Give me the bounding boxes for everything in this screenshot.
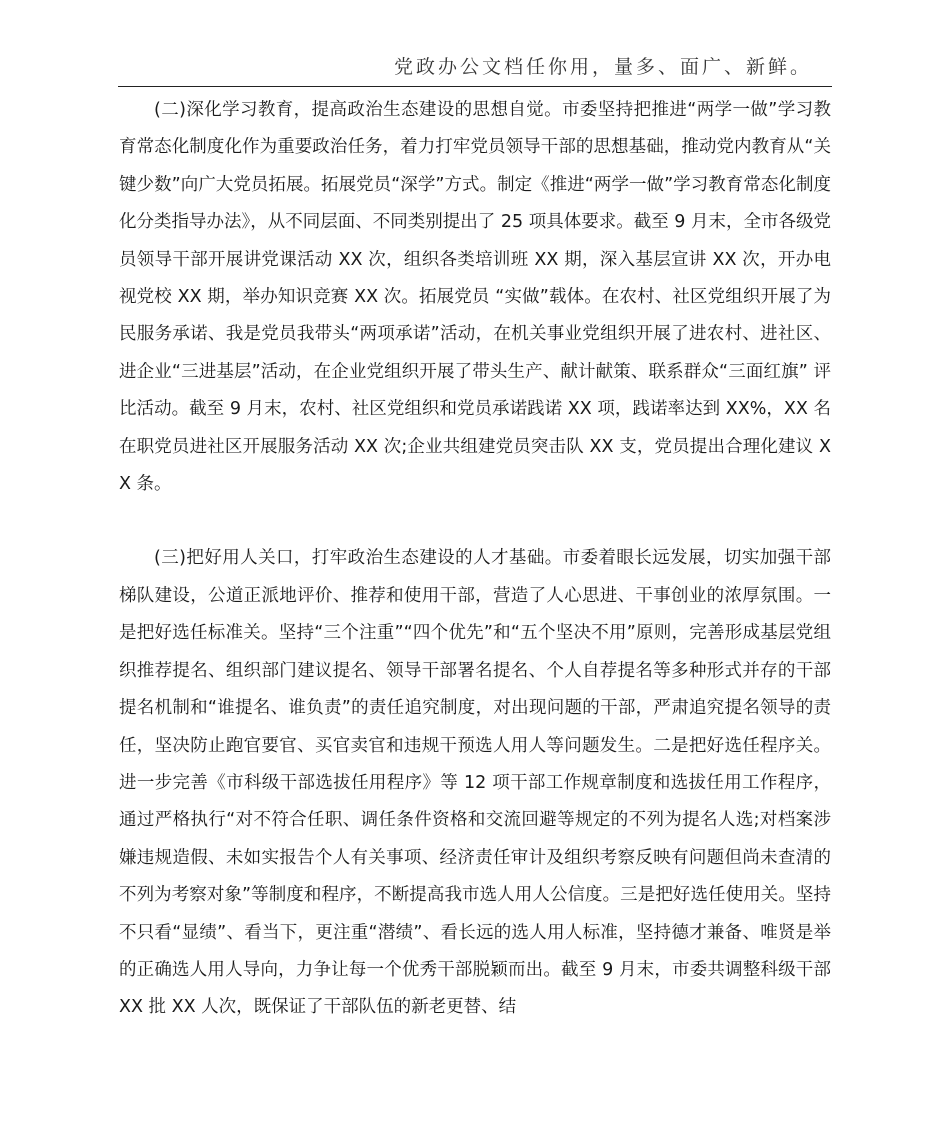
body-text xyxy=(119,92,831,1027)
paragraph-spacer xyxy=(119,503,831,540)
paragraph-deepen-study-education: (二)深化学习教育，提高政治生态建设的思想自觉。市委坚持把推进“两学一做”学习教育常态化制度化作为重要政治任务，着力打牢党员领导干部的思想基础，推动党内教育从“关键少数”向广大党员拓展。拓展党员“深学”方式。制定《推进“两学一做”学习教育常态化制度化分类指导办法》，从不同层面、不同类别提出了 25 项具体要求。截至 9 月末，全市各级党员领导干部开展讲党课活动 XX 次，组织各类培训班 XX 期，深入基层宣讲 XX 次，开办电视党校 XX 期，举办知识竞赛 XX 次。拓展党员 “实做”载体。在农村、社区党组织开展了为民服务承诺、我是党员我带头“两项承诺”活动，在机关事业党组织开展了进农村、进社区、进企业“三进基层”活动，在企业党组织开展了带头生产、献计献策、联系群众“三面红旗” 评比活动。截至 9 月末，农村、社区党组织和党员承诺践诺 XX 项，践诺率达到 XX%，XX 名在职党员进社区开展服务活动 XX 次;企业共组建党员突击队 XX 支，党员提出合理化建议 XX 条。 xyxy=(119,100,831,495)
running-header: 党政办公文档任你用，量多、面广、新鲜。 xyxy=(393,56,812,78)
header-rule xyxy=(118,86,832,87)
paragraph-personnel-selection: (三)把好用人关口，打牢政治生态建设的人才基础。市委着眼长远发展，切实加强干部梯队建设，公道正派地评价、推荐和使用干部，营造了人心思进、干事创业的浓厚氛围。一是把好选任标准关。坚持“三个注重”“四个优先”和“五个坚决不用”原则，完善形成基层党组织推荐提名、组织部门建议提名、领导干部署名提名、个人自荐提名等多种形式并存的干部提名机制和“谁提名、谁负责”的责任追究制度，对出现问题的干部，严肃追究提名领导的责任，坚决防止跑官要官、买官卖官和违规干预选人用人等问题发生。二是把好选任程序关。进一步完善《市科级干部选拔任用程序》等 12 项干部工作规章制度和选拔任用工作程序，通过严格执行“对不符合任职、调任条件资格和交流回避等规定的不列为提名人选;对档案涉嫌违规造假、未如实报告个人有关事项、经济责任审计及组织考察反映有问题但尚未查清的不列为考察对象”等制度和程序，不断提高我市选人用人公信度。三是把好选任使用关。坚持不只看“显绩”、看当下，更注重“潜绩”、看长远的选人用人标准，坚持德才兼备、唯贤是举的正确选人用人导向，力争让每一个优秀干部脱颖而出。截至 9 月末，市委共调整科级干部 XX 批 XX 人次，既保证了干部队伍的新老更替、结 xyxy=(119,548,831,1018)
